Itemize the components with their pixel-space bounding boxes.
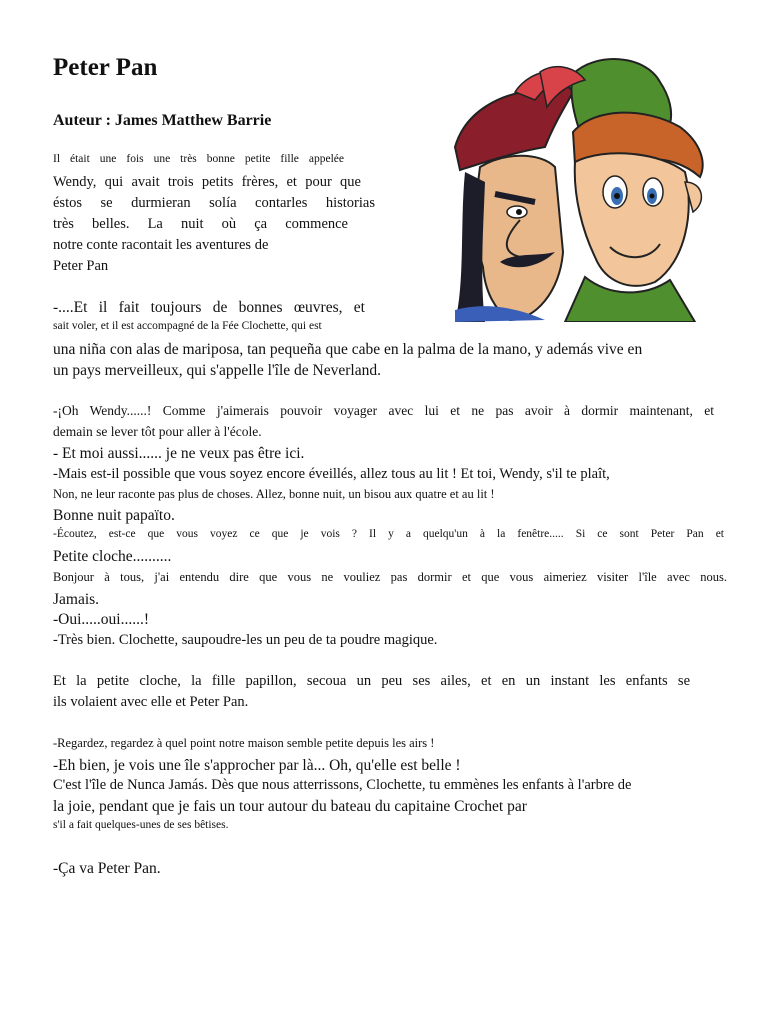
text-line: Jamais. [53,591,100,608]
text-line: s'il a fait quelques-unes de ses bêtises. [53,819,229,831]
text-line: sait voler, et il est accompagné de la Fée Clochette, qui est [53,320,322,332]
text-line: -¡Oh Wendy......! Comme j'aimerais pouvoir voyager avec lui et ne pas avoir à dormir maintenant, et [53,403,714,418]
text-line: éstos se durmieran solía contarles historias [53,195,375,211]
text-line: un pays merveilleux, qui s'appelle l'île de Neverland. [53,362,381,379]
text-line: -Eh bien, je vois une île s'approcher par là... Oh, qu'elle est belle ! [53,757,461,774]
text-line: C'est l'île de Nunca Jamás. Dès que nous atterrissons, Clochette, tu emmènes les enfants à l'arbre de [53,777,632,793]
text-line: Non, ne leur raconte pas plus de choses. Allez, bonne nuit, un bisou aux quatre et au lit ! [53,487,495,501]
peter-face [575,153,689,286]
text-line: ils volaient avec elle et Peter Pan. [53,694,249,710]
text-line: Wendy, qui avait trois petits frères, et pour que [53,174,361,190]
text-line: -Écoutez, est-ce que vous voyez ce que je vois ? Il y a quelqu'un à la fenêtre..... Si ce sont Peter Pan et [53,528,724,540]
text-line: -Regardez, regardez à quel point notre maison semble petite depuis les airs ! [53,736,435,750]
text-line: Bonjour à tous, j'ai entendu dire que vous ne vouliez pas dormir et que vous aimeriez visiter l'île avec nous. [53,570,727,584]
text-line: Bonne nuit papaïto. [53,507,175,524]
text-line: Peter Pan [53,258,109,274]
text-line: notre conte racontait les aventures de [53,237,269,253]
hook-face [477,156,563,320]
text-line: -Mais est-il possible que vous soyez encore éveillés, allez tous au lit ! Et toi, Wendy, s'il te plaît, [53,466,610,482]
text-line: Et la petite cloche, la fille papillon, secoua un peu ses ailes, et en un instant les enfants se [53,673,690,689]
text-line: -Ça va Peter Pan. [53,860,161,877]
text-line: una niña con alas de mariposa, tan pequeña que cabe en la palma de la mano, y además vive en [53,341,643,358]
text-line: Il était une fois une très bonne petite fille appelée [53,153,344,165]
text-line: Petite cloche.......... [53,548,172,565]
author-line: Auteur : James Matthew Barrie [53,112,272,129]
page-title: Peter Pan [53,54,158,81]
text-line: -Très bien. Clochette, saupoudre-les un peu de ta poudre magique. [53,632,438,648]
text-line: demain se lever tôt pour aller à l'école. [53,424,262,439]
text-line: -....Et il fait toujours de bonnes œuvres, et [53,299,365,316]
hook-hair [455,172,485,322]
hook-and-peter-pan-illustration [445,52,710,322]
text-line: la joie, pendant que je fais un tour autour du bateau du capitaine Crochet par [53,798,527,815]
text-line: très belles. La nuit où ça commence [53,216,348,232]
text-line: - Et moi aussi...... je ne veux pas être ici. [53,445,305,462]
text-line: -Oui.....oui......! [53,611,150,628]
